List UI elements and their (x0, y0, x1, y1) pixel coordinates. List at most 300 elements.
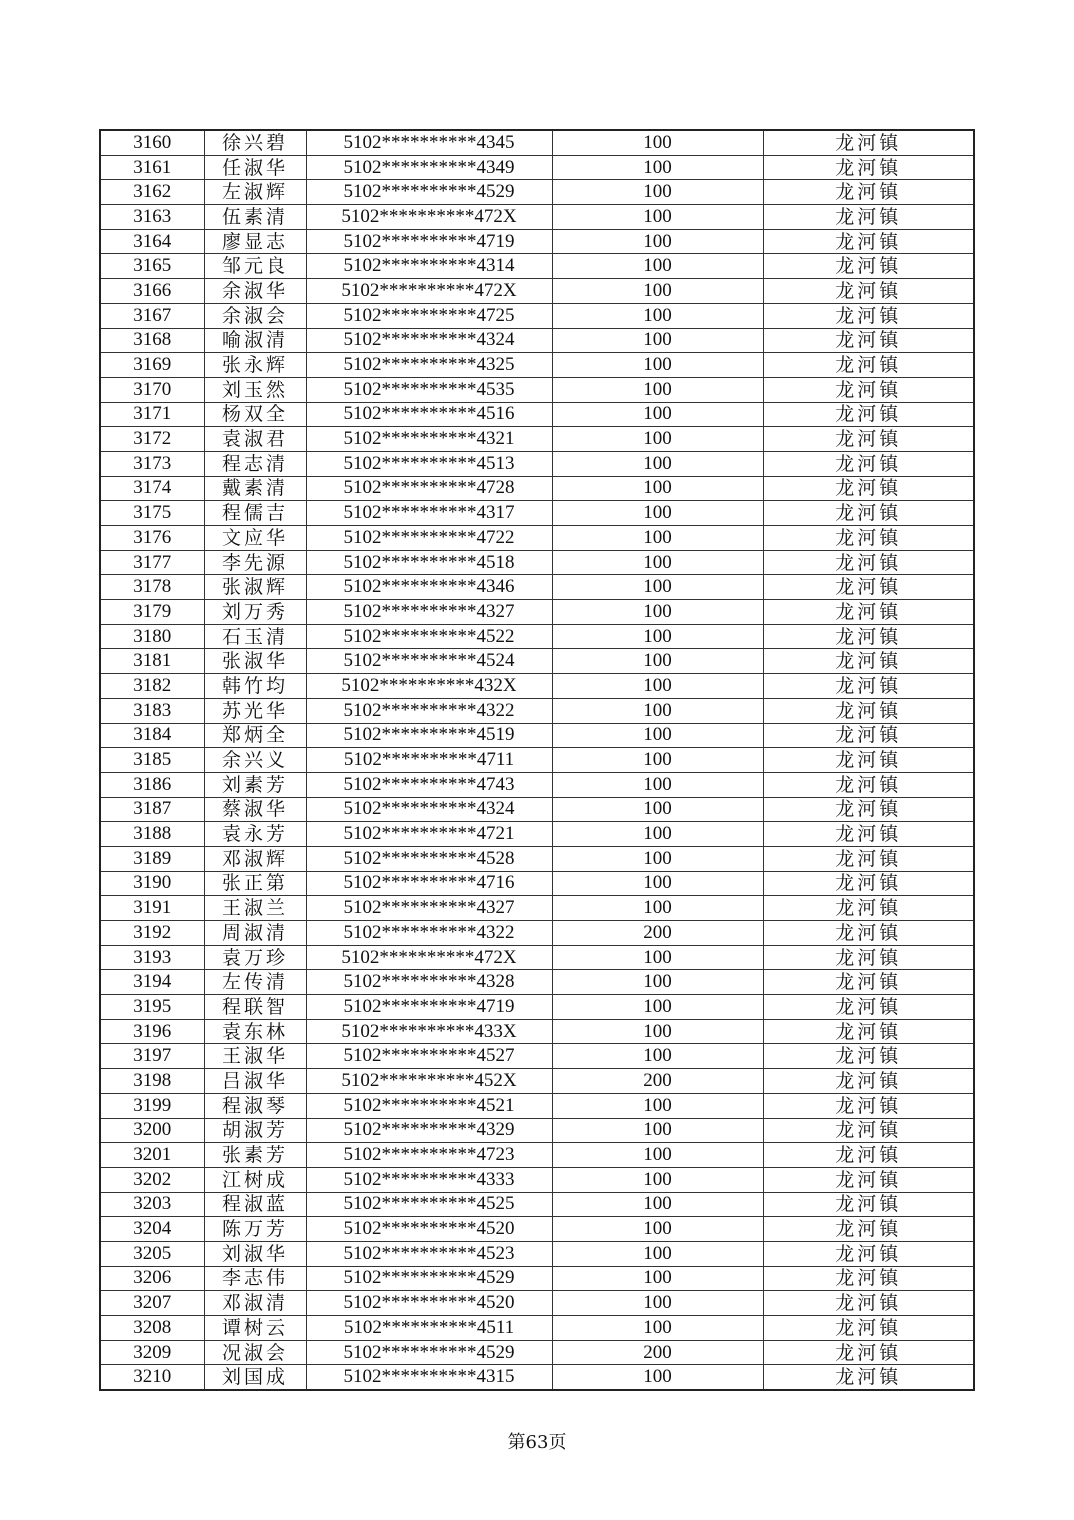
id-number-cell: 5102**********4723 (306, 1143, 552, 1168)
person-name-cell: 郑炳全 (204, 723, 306, 748)
id-number-cell: 5102**********4325 (306, 353, 552, 378)
amount-cell: 100 (552, 624, 763, 649)
amount-cell: 100 (552, 1118, 763, 1143)
row-index-cell: 3166 (100, 279, 204, 304)
row-index-cell: 3172 (100, 427, 204, 452)
id-number-cell: 5102**********4525 (306, 1192, 552, 1217)
table-row (100, 1217, 974, 1242)
row-index-cell: 3192 (100, 921, 204, 946)
row-index-cell: 3177 (100, 550, 204, 575)
town-cell: 龙河镇 (763, 822, 974, 847)
amount-cell: 100 (552, 180, 763, 205)
amount-cell: 100 (552, 1365, 763, 1390)
person-name-cell: 张淑辉 (204, 575, 306, 600)
town-cell: 龙河镇 (763, 698, 974, 723)
town-cell: 龙河镇 (763, 1266, 974, 1291)
row-index-cell: 3164 (100, 229, 204, 254)
person-name-cell: 韩竹均 (204, 674, 306, 699)
table-row (100, 723, 974, 748)
person-name-cell: 吕淑华 (204, 1069, 306, 1094)
table-row (100, 526, 974, 551)
id-number-cell: 5102**********4516 (306, 402, 552, 427)
table-row (100, 674, 974, 699)
town-cell: 龙河镇 (763, 797, 974, 822)
row-index-cell: 3179 (100, 600, 204, 625)
row-index-cell: 3186 (100, 772, 204, 797)
row-index-cell: 3209 (100, 1340, 204, 1365)
town-cell: 龙河镇 (763, 377, 974, 402)
table-row (100, 229, 974, 254)
id-number-cell: 5102**********432X (306, 674, 552, 699)
id-number-cell: 5102**********4527 (306, 1044, 552, 1069)
town-cell: 龙河镇 (763, 1192, 974, 1217)
row-index-cell: 3173 (100, 451, 204, 476)
table-row (100, 1167, 974, 1192)
id-number-cell: 5102**********472X (306, 945, 552, 970)
row-index-cell: 3175 (100, 501, 204, 526)
person-name-cell: 刘素芳 (204, 772, 306, 797)
id-number-cell: 5102**********4520 (306, 1291, 552, 1316)
id-number-cell: 5102**********472X (306, 205, 552, 230)
person-name-cell: 刘淑华 (204, 1241, 306, 1266)
table-row (100, 155, 974, 180)
row-index-cell: 3171 (100, 402, 204, 427)
row-index-cell: 3206 (100, 1266, 204, 1291)
row-index-cell: 3198 (100, 1069, 204, 1094)
table-row (100, 501, 974, 526)
table-row (100, 797, 974, 822)
amount-cell: 100 (552, 229, 763, 254)
id-number-cell: 5102**********4528 (306, 846, 552, 871)
amount-cell: 100 (552, 970, 763, 995)
page-number: 第63页 (507, 1432, 567, 1453)
id-number-cell: 5102**********4511 (306, 1316, 552, 1341)
amount-cell: 100 (552, 451, 763, 476)
id-number-cell: 5102**********4711 (306, 748, 552, 773)
person-name-cell: 邓淑清 (204, 1291, 306, 1316)
amount-cell: 100 (552, 1093, 763, 1118)
person-name-cell: 谭树云 (204, 1316, 306, 1341)
amount-cell: 100 (552, 600, 763, 625)
table-row (100, 303, 974, 328)
amount-cell: 200 (552, 1069, 763, 1094)
amount-cell: 100 (552, 1316, 763, 1341)
row-index-cell: 3180 (100, 624, 204, 649)
row-index-cell: 3183 (100, 698, 204, 723)
table-row (100, 945, 974, 970)
person-name-cell: 戴素清 (204, 476, 306, 501)
table-row (100, 180, 974, 205)
row-index-cell: 3202 (100, 1167, 204, 1192)
table-row (100, 698, 974, 723)
id-number-cell: 5102**********4529 (306, 1340, 552, 1365)
town-cell: 龙河镇 (763, 1143, 974, 1168)
row-index-cell: 3168 (100, 328, 204, 353)
person-name-cell: 王淑兰 (204, 896, 306, 921)
town-cell: 龙河镇 (763, 303, 974, 328)
table-row (100, 1143, 974, 1168)
amount-cell: 100 (552, 1019, 763, 1044)
town-cell: 龙河镇 (763, 1019, 974, 1044)
person-name-cell: 廖显志 (204, 229, 306, 254)
person-name-cell: 邹元良 (204, 254, 306, 279)
person-name-cell: 苏光华 (204, 698, 306, 723)
amount-cell: 100 (552, 748, 763, 773)
town-cell: 龙河镇 (763, 772, 974, 797)
person-name-cell: 李先源 (204, 550, 306, 575)
row-index-cell: 3197 (100, 1044, 204, 1069)
town-cell: 龙河镇 (763, 575, 974, 600)
row-index-cell: 3174 (100, 476, 204, 501)
id-number-cell: 5102**********4322 (306, 921, 552, 946)
row-index-cell: 3199 (100, 1093, 204, 1118)
person-name-cell: 张淑华 (204, 649, 306, 674)
id-number-cell: 5102**********4518 (306, 550, 552, 575)
row-index-cell: 3207 (100, 1291, 204, 1316)
row-index-cell: 3204 (100, 1217, 204, 1242)
table-row (100, 402, 974, 427)
amount-cell: 100 (552, 328, 763, 353)
id-number-cell: 5102**********4523 (306, 1241, 552, 1266)
amount-cell: 100 (552, 1143, 763, 1168)
amount-cell: 100 (552, 550, 763, 575)
town-cell: 龙河镇 (763, 402, 974, 427)
row-index-cell: 3182 (100, 674, 204, 699)
amount-cell: 100 (552, 476, 763, 501)
person-name-cell: 文应华 (204, 526, 306, 551)
id-number-cell: 5102**********4333 (306, 1167, 552, 1192)
row-index-cell: 3193 (100, 945, 204, 970)
town-cell: 龙河镇 (763, 1093, 974, 1118)
person-name-cell: 程淑蓝 (204, 1192, 306, 1217)
town-cell: 龙河镇 (763, 526, 974, 551)
person-name-cell: 袁淑君 (204, 427, 306, 452)
person-name-cell: 况淑会 (204, 1340, 306, 1365)
amount-cell: 100 (552, 1217, 763, 1242)
id-number-cell: 5102**********4725 (306, 303, 552, 328)
amount-cell: 100 (552, 822, 763, 847)
town-cell: 龙河镇 (763, 871, 974, 896)
table-row (100, 427, 974, 452)
row-index-cell: 3194 (100, 970, 204, 995)
id-number-cell: 5102**********4317 (306, 501, 552, 526)
person-name-cell: 杨双全 (204, 402, 306, 427)
amount-cell: 100 (552, 1291, 763, 1316)
row-index-cell: 3167 (100, 303, 204, 328)
town-cell: 龙河镇 (763, 995, 974, 1020)
town-cell: 龙河镇 (763, 649, 974, 674)
table-row (100, 1093, 974, 1118)
amount-cell: 100 (552, 303, 763, 328)
row-index-cell: 3176 (100, 526, 204, 551)
table-row (100, 476, 974, 501)
table-row (100, 748, 974, 773)
id-number-cell: 5102**********4521 (306, 1093, 552, 1118)
id-number-cell: 5102**********4321 (306, 427, 552, 452)
person-name-cell: 程志清 (204, 451, 306, 476)
id-number-cell: 5102**********4328 (306, 970, 552, 995)
town-cell: 龙河镇 (763, 451, 974, 476)
person-name-cell: 蔡淑华 (204, 797, 306, 822)
amount-cell: 100 (552, 155, 763, 180)
town-cell: 龙河镇 (763, 1365, 974, 1390)
table-row (100, 1266, 974, 1291)
amount-cell: 100 (552, 896, 763, 921)
person-name-cell: 左传清 (204, 970, 306, 995)
town-cell: 龙河镇 (763, 1241, 974, 1266)
id-number-cell: 5102**********472X (306, 279, 552, 304)
row-index-cell: 3170 (100, 377, 204, 402)
amount-cell: 100 (552, 945, 763, 970)
id-number-cell: 5102**********4315 (306, 1365, 552, 1390)
row-index-cell: 3191 (100, 896, 204, 921)
town-cell: 龙河镇 (763, 550, 974, 575)
town-cell: 龙河镇 (763, 945, 974, 970)
row-index-cell: 3201 (100, 1143, 204, 1168)
town-cell: 龙河镇 (763, 846, 974, 871)
amount-cell: 100 (552, 427, 763, 452)
table-row (100, 575, 974, 600)
table-row (100, 822, 974, 847)
row-index-cell: 3160 (100, 130, 204, 155)
table-row (100, 921, 974, 946)
town-cell: 龙河镇 (763, 600, 974, 625)
table-row (100, 353, 974, 378)
town-cell: 龙河镇 (763, 1217, 974, 1242)
table-row (100, 205, 974, 230)
town-cell: 龙河镇 (763, 748, 974, 773)
person-name-cell: 刘万秀 (204, 600, 306, 625)
id-number-cell: 5102**********4327 (306, 600, 552, 625)
person-name-cell: 程淑琴 (204, 1093, 306, 1118)
table-row (100, 1365, 974, 1390)
row-index-cell: 3190 (100, 871, 204, 896)
person-name-cell: 袁东林 (204, 1019, 306, 1044)
table-row (100, 1316, 974, 1341)
amount-cell: 100 (552, 353, 763, 378)
id-number-cell: 5102**********4719 (306, 229, 552, 254)
table-row (100, 1340, 974, 1365)
person-name-cell: 余淑华 (204, 279, 306, 304)
person-name-cell: 徐兴碧 (204, 130, 306, 155)
person-name-cell: 张正第 (204, 871, 306, 896)
table-row (100, 1241, 974, 1266)
id-number-cell: 5102**********4513 (306, 451, 552, 476)
id-number-cell: 5102**********4524 (306, 649, 552, 674)
row-index-cell: 3210 (100, 1365, 204, 1390)
table-row (100, 624, 974, 649)
row-index-cell: 3187 (100, 797, 204, 822)
table-row (100, 1069, 974, 1094)
amount-cell: 100 (552, 1192, 763, 1217)
town-cell: 龙河镇 (763, 624, 974, 649)
amount-cell: 100 (552, 772, 763, 797)
table-row (100, 1044, 974, 1069)
id-number-cell: 5102**********4346 (306, 575, 552, 600)
row-index-cell: 3200 (100, 1118, 204, 1143)
amount-cell: 100 (552, 1241, 763, 1266)
row-index-cell: 3195 (100, 995, 204, 1020)
town-cell: 龙河镇 (763, 279, 974, 304)
town-cell: 龙河镇 (763, 476, 974, 501)
subsidy-roster-table (99, 129, 975, 1391)
table-row (100, 772, 974, 797)
table-row (100, 846, 974, 871)
row-index-cell: 3189 (100, 846, 204, 871)
town-cell: 龙河镇 (763, 970, 974, 995)
id-number-cell: 5102**********4716 (306, 871, 552, 896)
row-index-cell: 3208 (100, 1316, 204, 1341)
town-cell: 龙河镇 (763, 229, 974, 254)
person-name-cell: 伍素清 (204, 205, 306, 230)
row-index-cell: 3188 (100, 822, 204, 847)
table-row (100, 254, 974, 279)
table-row (100, 600, 974, 625)
id-number-cell: 5102**********4535 (306, 377, 552, 402)
id-number-cell: 5102**********4728 (306, 476, 552, 501)
id-number-cell: 5102**********452X (306, 1069, 552, 1094)
row-index-cell: 3169 (100, 353, 204, 378)
person-name-cell: 胡淑芳 (204, 1118, 306, 1143)
amount-cell: 100 (552, 797, 763, 822)
table-row (100, 649, 974, 674)
person-name-cell: 余兴义 (204, 748, 306, 773)
amount-cell: 100 (552, 575, 763, 600)
amount-cell: 100 (552, 205, 763, 230)
amount-cell: 100 (552, 1044, 763, 1069)
row-index-cell: 3163 (100, 205, 204, 230)
town-cell: 龙河镇 (763, 1069, 974, 1094)
amount-cell: 100 (552, 501, 763, 526)
town-cell: 龙河镇 (763, 130, 974, 155)
amount-cell: 100 (552, 1167, 763, 1192)
person-name-cell: 袁万珍 (204, 945, 306, 970)
table-row (100, 1192, 974, 1217)
amount-cell: 100 (552, 846, 763, 871)
id-number-cell: 5102**********4529 (306, 180, 552, 205)
table-row (100, 871, 974, 896)
town-cell: 龙河镇 (763, 896, 974, 921)
id-number-cell: 5102**********4722 (306, 526, 552, 551)
id-number-cell: 5102**********4743 (306, 772, 552, 797)
row-index-cell: 3162 (100, 180, 204, 205)
amount-cell: 100 (552, 254, 763, 279)
person-name-cell: 江树成 (204, 1167, 306, 1192)
amount-cell: 100 (552, 995, 763, 1020)
row-index-cell: 3185 (100, 748, 204, 773)
person-name-cell: 刘玉然 (204, 377, 306, 402)
id-number-cell: 5102**********4721 (306, 822, 552, 847)
table-row (100, 1118, 974, 1143)
town-cell: 龙河镇 (763, 1340, 974, 1365)
table-row (100, 279, 974, 304)
person-name-cell: 张永辉 (204, 353, 306, 378)
table-row (100, 995, 974, 1020)
town-cell: 龙河镇 (763, 723, 974, 748)
town-cell: 龙河镇 (763, 1316, 974, 1341)
row-index-cell: 3178 (100, 575, 204, 600)
amount-cell: 100 (552, 674, 763, 699)
town-cell: 龙河镇 (763, 1167, 974, 1192)
town-cell: 龙河镇 (763, 501, 974, 526)
table-row (100, 896, 974, 921)
table-row (100, 1019, 974, 1044)
town-cell: 龙河镇 (763, 328, 974, 353)
id-number-cell: 5102**********433X (306, 1019, 552, 1044)
table-row (100, 328, 974, 353)
town-cell: 龙河镇 (763, 674, 974, 699)
town-cell: 龙河镇 (763, 180, 974, 205)
amount-cell: 100 (552, 279, 763, 304)
person-name-cell: 陈万芳 (204, 1217, 306, 1242)
amount-cell: 100 (552, 130, 763, 155)
table-row (100, 377, 974, 402)
amount-cell: 100 (552, 377, 763, 402)
town-cell: 龙河镇 (763, 1118, 974, 1143)
id-number-cell: 5102**********4329 (306, 1118, 552, 1143)
town-cell: 龙河镇 (763, 1044, 974, 1069)
town-cell: 龙河镇 (763, 353, 974, 378)
row-index-cell: 3196 (100, 1019, 204, 1044)
row-index-cell: 3181 (100, 649, 204, 674)
person-name-cell: 任淑华 (204, 155, 306, 180)
amount-cell: 200 (552, 921, 763, 946)
id-number-cell: 5102**********4345 (306, 130, 552, 155)
amount-cell: 100 (552, 649, 763, 674)
town-cell: 龙河镇 (763, 205, 974, 230)
town-cell: 龙河镇 (763, 921, 974, 946)
roster-table-body (100, 130, 974, 1390)
town-cell: 龙河镇 (763, 427, 974, 452)
person-name-cell: 周淑清 (204, 921, 306, 946)
person-name-cell: 刘国成 (204, 1365, 306, 1390)
table-row (100, 451, 974, 476)
id-number-cell: 5102**********4719 (306, 995, 552, 1020)
amount-cell: 100 (552, 871, 763, 896)
row-index-cell: 3203 (100, 1192, 204, 1217)
table-row (100, 550, 974, 575)
person-name-cell: 袁永芳 (204, 822, 306, 847)
id-number-cell: 5102**********4529 (306, 1266, 552, 1291)
id-number-cell: 5102**********4327 (306, 896, 552, 921)
person-name-cell: 石玉清 (204, 624, 306, 649)
id-number-cell: 5102**********4349 (306, 155, 552, 180)
amount-cell: 100 (552, 402, 763, 427)
row-index-cell: 3184 (100, 723, 204, 748)
town-cell: 龙河镇 (763, 254, 974, 279)
person-name-cell: 程联智 (204, 995, 306, 1020)
row-index-cell: 3165 (100, 254, 204, 279)
amount-cell: 100 (552, 698, 763, 723)
town-cell: 龙河镇 (763, 1291, 974, 1316)
amount-cell: 100 (552, 723, 763, 748)
person-name-cell: 邓淑辉 (204, 846, 306, 871)
id-number-cell: 5102**********4322 (306, 698, 552, 723)
person-name-cell: 左淑辉 (204, 180, 306, 205)
person-name-cell: 王淑华 (204, 1044, 306, 1069)
id-number-cell: 5102**********4522 (306, 624, 552, 649)
person-name-cell: 喻淑清 (204, 328, 306, 353)
id-number-cell: 5102**********4324 (306, 797, 552, 822)
table-row (100, 970, 974, 995)
table-row (100, 130, 974, 155)
person-name-cell: 张素芳 (204, 1143, 306, 1168)
person-name-cell: 程儒吉 (204, 501, 306, 526)
town-cell: 龙河镇 (763, 155, 974, 180)
row-index-cell: 3161 (100, 155, 204, 180)
id-number-cell: 5102**********4519 (306, 723, 552, 748)
id-number-cell: 5102**********4520 (306, 1217, 552, 1242)
